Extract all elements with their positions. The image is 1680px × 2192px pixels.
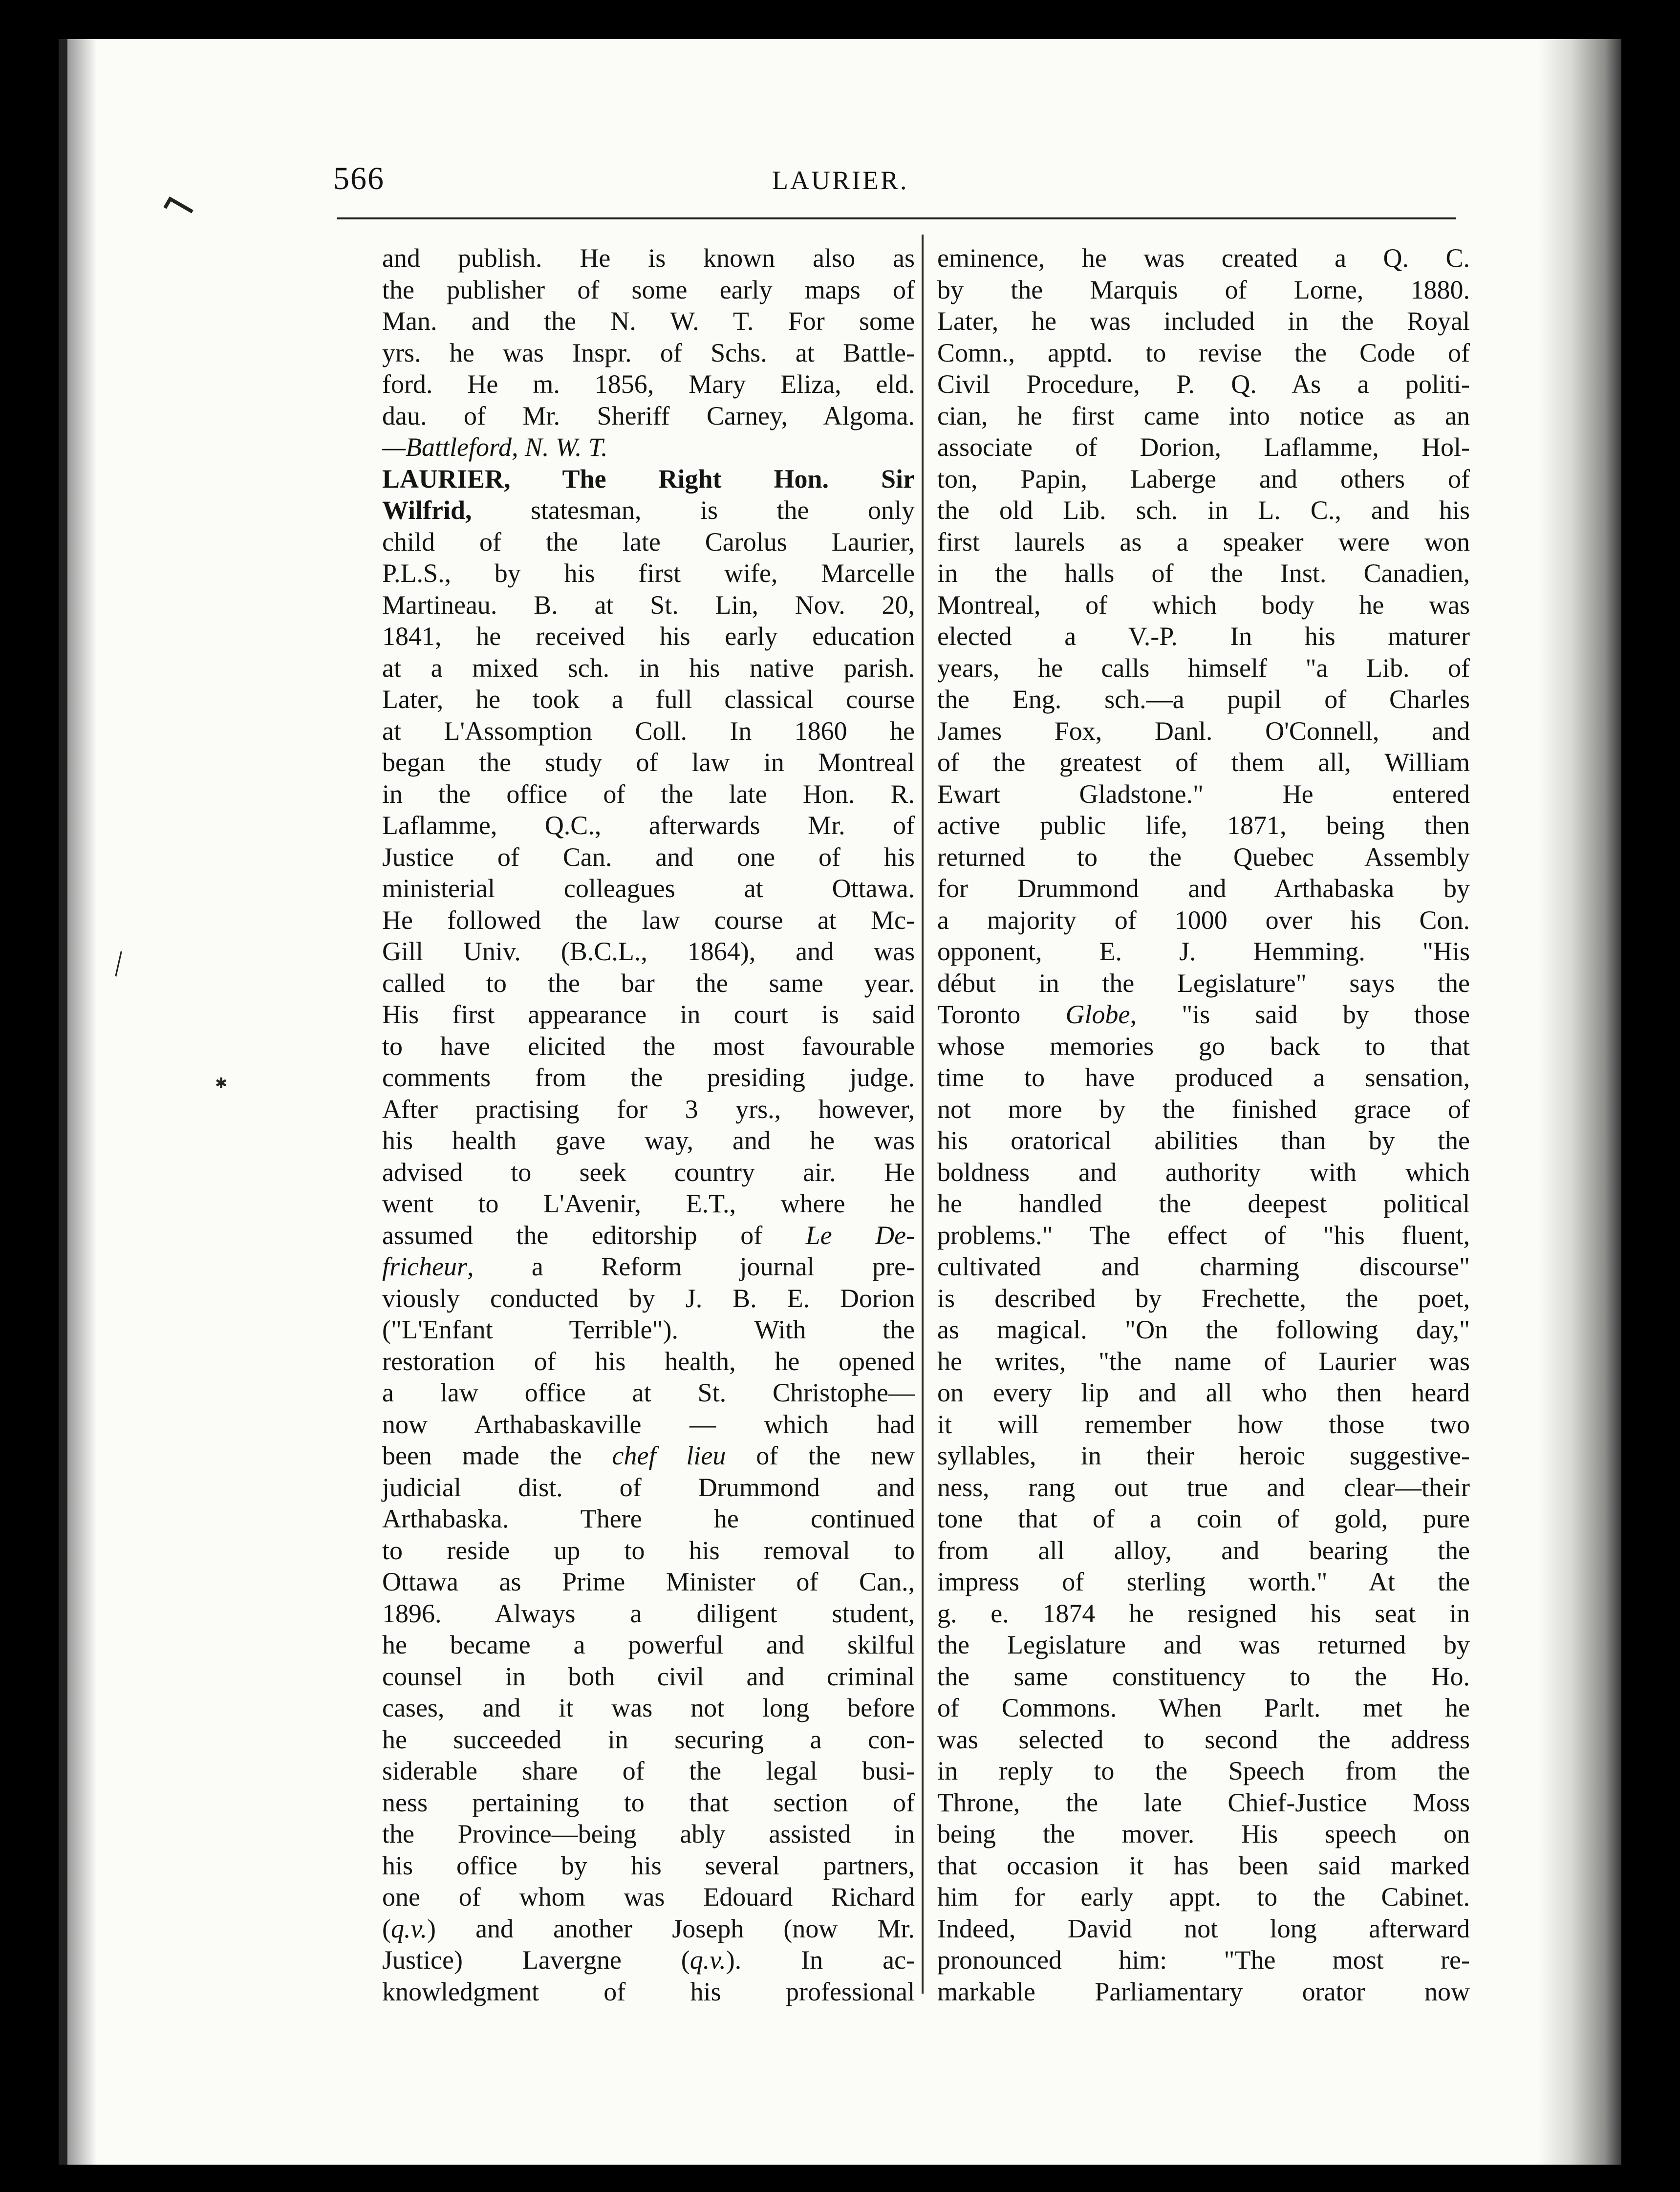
text-line — [382, 1787, 915, 1819]
text-line — [382, 1283, 915, 1314]
line-text: being the mover. His speech on — [937, 1819, 1470, 1848]
text-line — [937, 936, 1470, 967]
line-text: in the halls of the Inst. Canadien, — [937, 559, 1470, 588]
text-line — [937, 1346, 1470, 1377]
text-line — [382, 305, 915, 337]
line-text: g. e. 1874 he resigned his seat in — [937, 1598, 1470, 1628]
line-text: and publish. He is known also as — [382, 243, 915, 273]
text-line — [382, 1629, 915, 1661]
text-line: —Battleford, N. W. T. — [382, 432, 608, 462]
text-line — [937, 526, 1470, 558]
line-text: ). In ac- — [726, 1945, 915, 1975]
italic-text: q.v. — [390, 1913, 427, 1943]
page-number: 566 — [333, 161, 385, 196]
line-text: at L'Assomption Coll. In 1860 he — [382, 716, 915, 746]
text-line — [382, 494, 915, 526]
line-text: P.L.S., by his first wife, Marcelle — [382, 559, 915, 588]
text-line — [937, 1503, 1470, 1535]
line-text: yrs. he was Inspr. of Schs. at Battle- — [382, 338, 915, 367]
text-line — [937, 1976, 1470, 2008]
line-text: at a mixed sch. in his native parish. — [382, 653, 915, 683]
text-line — [382, 1661, 915, 1693]
text-line — [382, 1062, 915, 1094]
line-text: Martineau. B. at St. Lin, Nov. 20, — [382, 590, 915, 620]
line-text: he succeeded in securing a con- — [382, 1724, 915, 1754]
line-text: début in the Legislature" says the — [937, 968, 1470, 998]
text-line — [382, 684, 915, 715]
text-line — [937, 368, 1470, 400]
text-line — [937, 1440, 1470, 1472]
line-text: the Eng. sch.—a pupil of Charles — [937, 685, 1470, 714]
line-text: first laurels as a speaker were won — [937, 527, 1470, 557]
line-text: James Fox, Danl. O'Connell, and — [937, 716, 1470, 746]
text-line — [937, 1566, 1470, 1598]
line-text: it will remember how those two — [937, 1409, 1470, 1439]
text-line — [937, 1157, 1470, 1188]
line-text: Later, he was included in the Royal — [937, 306, 1470, 336]
line-text: , "is said by those — [1130, 1000, 1470, 1029]
left-column — [382, 242, 915, 2007]
italic-text: Globe — [1065, 1000, 1130, 1029]
text-line — [937, 1881, 1470, 1913]
text-line — [382, 1503, 915, 1535]
text-line — [382, 400, 915, 432]
text-line — [937, 1251, 1470, 1283]
line-text: that occasion it has been said marked — [937, 1850, 1470, 1880]
text-line — [937, 242, 1470, 274]
line-text: child of the late Carolus Laurier, — [382, 527, 915, 557]
line-text: counsel in both civil and criminal — [382, 1661, 915, 1691]
text-line — [937, 400, 1470, 432]
text-line — [382, 1377, 915, 1409]
line-text: by the Marquis of Lorne, 1880. — [937, 275, 1470, 304]
text-line — [937, 1944, 1470, 1976]
text-line — [937, 1188, 1470, 1220]
line-text: Laflamme, Q.C., afterwards Mr. of — [382, 811, 915, 840]
line-text: his health gave way, and he was — [382, 1126, 915, 1155]
line-text: now Arthabaskaville — which had — [382, 1409, 915, 1439]
line-text: of the greatest of them all, William — [937, 748, 1470, 777]
line-text: to have elicited the most favourable — [382, 1031, 915, 1061]
gutter-shadow — [67, 39, 97, 2165]
text-line — [382, 1850, 915, 1882]
text-line — [937, 1472, 1470, 1504]
line-text: in the office of the late Hon. R. — [382, 779, 915, 809]
line-text: ministerial colleagues at Ottawa. — [382, 874, 915, 903]
line-text: ton, Papin, Laberge and others of — [937, 464, 1470, 494]
text-line — [382, 1535, 915, 1567]
line-text: returned to the Quebec Assembly — [937, 842, 1470, 872]
line-text: markable Parliamentary orator now — [937, 1977, 1470, 2006]
text-line — [937, 1125, 1470, 1157]
entry-heading: Wilfrid, — [382, 495, 472, 525]
line-text: knowledgment of his professional — [382, 1977, 915, 2006]
line-text: Civil Procedure, P. Q. As a politi- — [937, 369, 1470, 399]
line-text: opponent, E. J. Hemming. "His — [937, 937, 1470, 966]
text-line — [937, 1913, 1470, 1945]
line-text: time to have produced a sensation, — [937, 1063, 1470, 1092]
line-text: pronounced him: "The most re- — [937, 1945, 1470, 1975]
text-line — [937, 967, 1470, 999]
text-line — [382, 558, 915, 589]
line-text: problems." The effect of "his fluent, — [937, 1220, 1470, 1250]
line-text: he handled the deepest political — [937, 1189, 1470, 1218]
text-line — [382, 274, 915, 306]
text-line — [937, 715, 1470, 747]
line-text: the Province—being ably assisted in — [382, 1819, 915, 1848]
line-text: his office by his several partners, — [382, 1850, 915, 1880]
text-line — [937, 589, 1470, 621]
line-text: restoration of his health, he opened — [382, 1346, 915, 1376]
text-line — [382, 1598, 915, 1630]
text-line — [382, 1251, 915, 1283]
line-text: not more by the finished grace of — [937, 1094, 1470, 1124]
line-text: Toronto — [937, 1000, 1066, 1029]
text-line — [937, 1818, 1470, 1850]
line-text: a majority of 1000 over his Con. — [937, 905, 1470, 935]
line-text: Comn., apptd. to revise the Code of — [937, 338, 1470, 367]
text-line — [937, 305, 1470, 337]
text-line — [382, 1220, 915, 1251]
text-line — [937, 1692, 1470, 1724]
text-line — [382, 1566, 915, 1598]
text-line — [937, 1062, 1470, 1094]
text-line — [382, 936, 915, 967]
line-text: tone that of a coin of gold, pure — [937, 1504, 1470, 1533]
text-line — [937, 1409, 1470, 1440]
text-line — [382, 715, 915, 747]
text-line — [382, 242, 915, 274]
text-line — [937, 494, 1470, 526]
text-line — [937, 1094, 1470, 1125]
line-text: 1896. Always a diligent student, — [382, 1598, 915, 1628]
text-line — [937, 747, 1470, 778]
line-text: advised to seek country air. He — [382, 1157, 915, 1187]
text-line — [382, 1314, 915, 1346]
line-text: statesman, is the only — [472, 495, 915, 525]
line-text: 1841, he received his early education — [382, 622, 915, 651]
text-line — [382, 1031, 915, 1062]
text-line — [382, 778, 915, 810]
text-line — [937, 873, 1470, 904]
text-line — [937, 810, 1470, 841]
text-line — [382, 1944, 915, 1976]
entry-heading: LAURIER, The Right Hon. Sir — [382, 464, 915, 494]
running-head: LAURIER. — [772, 166, 909, 195]
line-text: was selected to second the address — [937, 1724, 1470, 1754]
line-text: the publisher of some early maps of — [382, 275, 915, 304]
line-text: began the study of law in Montreal — [382, 748, 915, 777]
text-line — [382, 1976, 915, 2008]
text-line — [937, 1724, 1470, 1756]
text-line — [382, 1409, 915, 1440]
line-text: Gill Univ. (B.C.L., 1864), and was — [382, 937, 915, 966]
line-text: syllables, in their heroic suggestive- — [937, 1441, 1470, 1470]
line-text: whose memories go back to that — [937, 1031, 1470, 1061]
line-text: he became a powerful and skilful — [382, 1630, 915, 1659]
line-text: Throne, the late Chief-Justice Moss — [937, 1787, 1470, 1817]
text-line — [937, 684, 1470, 715]
text-line — [382, 967, 915, 999]
line-text: he writes, "the name of Laurier was — [937, 1346, 1470, 1376]
line-text: on every lip and all who then heard — [937, 1378, 1470, 1407]
line-text: the Legislature and was returned by — [937, 1630, 1470, 1659]
italic-text: Le De- — [805, 1220, 915, 1250]
line-text: went to L'Avenir, E.T., where he — [382, 1189, 915, 1218]
line-text: the old Lib. sch. in L. C., and his — [937, 495, 1470, 525]
text-line — [382, 337, 915, 369]
text-line — [937, 778, 1470, 810]
text-line — [382, 463, 915, 495]
line-text: as magical. "On the following day," — [937, 1315, 1470, 1344]
line-text: him for early appt. to the Cabinet. — [937, 1882, 1470, 1912]
text-line — [382, 1913, 915, 1945]
text-line — [382, 621, 915, 652]
text-line — [382, 1755, 915, 1787]
line-text: His first appearance in court is said — [382, 1000, 915, 1029]
text-line — [937, 463, 1470, 495]
line-text: Montreal, of which body he was — [937, 590, 1470, 620]
line-text: Arthabaska. There he continued — [382, 1504, 915, 1533]
margin-speck-mark: ✱ — [215, 1075, 228, 1092]
text-line — [937, 1283, 1470, 1314]
text-line — [382, 1094, 915, 1125]
italic-text: fricheur — [382, 1252, 467, 1281]
text-line — [382, 1125, 915, 1157]
text-line — [382, 1346, 915, 1377]
text-line — [937, 1377, 1470, 1409]
text-line — [937, 274, 1470, 306]
line-text: Ewart Gladstone." He entered — [937, 779, 1470, 809]
text-line — [382, 368, 915, 400]
line-text: been made the — [382, 1441, 612, 1470]
text-line — [937, 1661, 1470, 1693]
text-line — [937, 1031, 1470, 1062]
line-text: dau. of Mr. Sheriff Carney, Algoma. — [382, 401, 915, 430]
line-text: years, he calls himself "a Lib. of — [937, 653, 1470, 683]
text-line — [937, 1787, 1470, 1819]
line-text: impress of sterling worth." At the — [937, 1567, 1470, 1596]
line-text: After practising for 3 yrs., however, — [382, 1094, 915, 1124]
text-line — [382, 652, 915, 684]
right-column — [937, 242, 1470, 2007]
line-text: Man. and the N. W. T. For some — [382, 306, 915, 336]
line-text: of the new — [726, 1441, 915, 1470]
line-text: eminence, he was created a Q. C. — [937, 243, 1470, 273]
line-text: viously conducted by J. B. E. Dorion — [382, 1283, 915, 1313]
text-line — [937, 904, 1470, 936]
text-line — [382, 526, 915, 558]
line-text: of Commons. When Parlt. met he — [937, 1693, 1470, 1722]
line-text: cultivated and charming discourse" — [937, 1252, 1470, 1281]
text-line — [382, 1818, 915, 1850]
text-line — [937, 999, 1470, 1031]
text-line — [382, 1692, 915, 1724]
text-line — [937, 1535, 1470, 1567]
line-text: to reside up to his removal to — [382, 1535, 915, 1565]
line-text: ness, rang out true and clear—their — [937, 1472, 1470, 1502]
line-text: from all alloy, and bearing the — [937, 1535, 1470, 1565]
text-line — [382, 810, 915, 841]
line-text: siderable share of the legal busi- — [382, 1756, 915, 1785]
line-text: called to the bar the same year. — [382, 968, 915, 998]
header-rule — [337, 217, 1456, 219]
text-line — [382, 1440, 915, 1472]
line-text: in reply to the Speech from the — [937, 1756, 1470, 1785]
text-line — [382, 1881, 915, 1913]
line-text: is described by Frechette, the poet, — [937, 1283, 1470, 1313]
text-line — [382, 904, 915, 936]
line-text: one of whom was Edouard Richard — [382, 1882, 915, 1912]
text-line — [937, 841, 1470, 873]
line-text: associate of Dorion, Laflamme, Hol- — [937, 432, 1470, 462]
text-line — [937, 558, 1470, 589]
italic-text: chef lieu — [612, 1441, 726, 1470]
line-text: ness pertaining to that section of — [382, 1787, 915, 1817]
line-text: Justice of Can. and one of his — [382, 842, 915, 872]
line-text: for Drummond and Arthabaska by — [937, 874, 1470, 903]
line-text: ("L'Enfant Terrible"). With the — [382, 1315, 915, 1344]
text-line — [937, 1220, 1470, 1251]
text-line — [382, 1472, 915, 1504]
text-line — [382, 589, 915, 621]
text-line — [937, 1598, 1470, 1630]
line-text: a law office at St. Christophe— — [382, 1378, 915, 1407]
line-text: cases, and it was not long before — [382, 1693, 915, 1722]
margin-scribble-mark: ⌐ — [151, 175, 209, 238]
text-line — [382, 747, 915, 778]
line-text: He followed the law course at Mc- — [382, 905, 915, 935]
text-line — [382, 1724, 915, 1756]
margin-speck-mark: ╲ — [107, 951, 130, 977]
line-text: assumed the editorship of — [382, 1220, 806, 1250]
text-line — [937, 1629, 1470, 1661]
text-line — [937, 621, 1470, 652]
line-text: judicial dist. of Drummond and — [382, 1472, 915, 1502]
line-text: ( — [382, 1913, 391, 1943]
text-line — [937, 652, 1470, 684]
italic-text: q.v. — [689, 1945, 726, 1975]
line-text: comments from the presiding judge. — [382, 1063, 915, 1092]
text-line — [937, 1755, 1470, 1787]
text-line — [382, 1188, 915, 1220]
column-rule — [922, 235, 924, 1994]
line-text: his oratorical abilities than by the — [937, 1126, 1470, 1155]
line-text: Indeed, David not long afterward — [937, 1913, 1470, 1943]
line-text: the same constituency to the Ho. — [937, 1661, 1470, 1691]
line-text: active public life, 1871, being then — [937, 811, 1470, 840]
line-text: cian, he first came into notice as an — [937, 401, 1470, 430]
text-line — [382, 841, 915, 873]
text-line — [937, 1314, 1470, 1346]
line-text: boldness and authority with which — [937, 1157, 1470, 1187]
page-edge-shadow — [1538, 39, 1621, 2165]
line-text: Later, he took a full classical course — [382, 685, 915, 714]
text-line — [382, 999, 915, 1031]
text-line — [937, 1850, 1470, 1882]
line-text: ) and another Joseph (now Mr. — [427, 1913, 915, 1943]
line-text: , a Reform journal pre- — [467, 1252, 915, 1281]
line-text: elected a V.-P. In his maturer — [937, 622, 1470, 651]
line-text: ford. He m. 1856, Mary Eliza, eld. — [382, 369, 915, 399]
text-line — [937, 337, 1470, 369]
line-text: Justice) Lavergne ( — [382, 1945, 690, 1975]
text-line — [382, 873, 915, 904]
text-line — [382, 1157, 915, 1188]
line-text: Ottawa as Prime Minister of Can., — [382, 1567, 915, 1596]
text-line — [937, 431, 1470, 463]
